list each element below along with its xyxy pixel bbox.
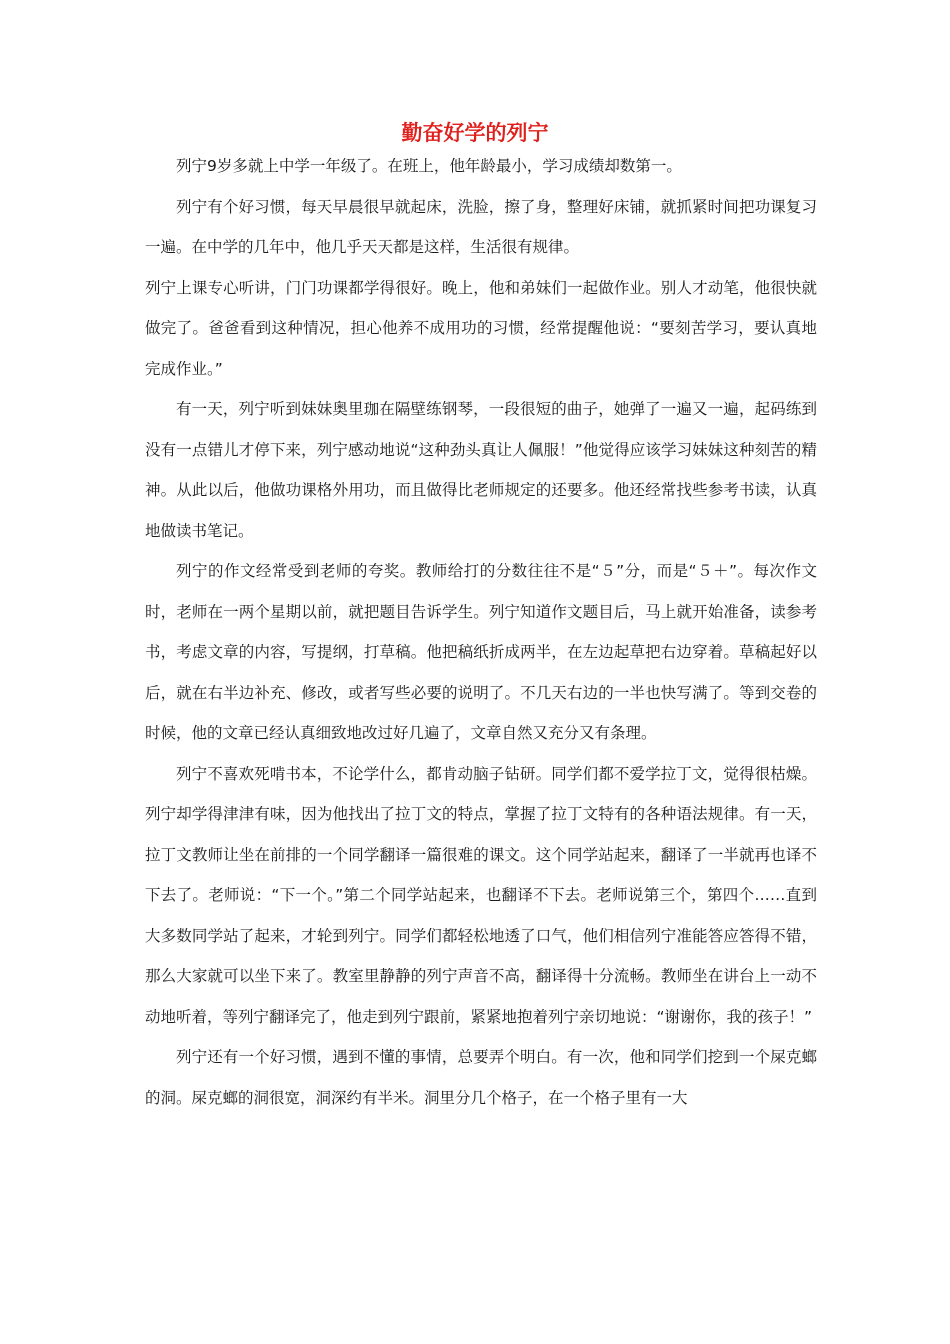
paragraph: 列宁不喜欢死啃书本，不论学什么，都肯动脑子钻研。同学们都不爱学拉丁文，觉得很枯燥。列宁却学得津津有味，因为他找出了拉丁文的特点，掌握了拉丁文特有的各种语法规律。有一天，拉丁文教师让坐在前排的一个同学翻译一篇很难的课文。这个同学站起来，翻译了一半就再也译不下去了。老师说：“下一个。”第二个同学站起来，也翻译不下去。老师说第三个，第四个……直到大多数同学站了起来，才轮到列宁。同学们都轻松地透了口气，他们相信列宁准能答应答得不错，那么大家就可以坐下来了。教室里静静的列宁声音不高，翻译得十分流畅。教师坐在讲台上一动不动地听着，等列宁翻译完了，他走到列宁跟前，紧紧地抱着列宁亲切地说：“谢谢你，我的孩子！” [145, 764, 817, 1026]
document-body [145, 153, 817, 1118]
paragraph: 列宁还有一个好习惯，遇到不懂的事情，总要弄个明白。有一次，他和同学们挖到一个屎克螂的洞。屎克螂的洞很宽，洞深约有半米。洞里分几个格子，在一个格子里有一大 [145, 1048, 817, 1107]
paragraph: 列宁的作文经常受到老师的夸奖。教师给打的分数往往不是“５”分，而是“５＋”。每次作文时，老师在一两个星期以前，就把题目告诉学生。列宁知道作文题目后，马上就开始准备，读参考书，考虑文章的内容，写提纲，打草稿。他把稿纸折成两半，在左边起草把右边穿着。草稿起好以后，就在右半边补充、修改，或者写些必要的说明了。不几天右边的一半也快写满了。等到交卷的时候，他的文章已经认真细致地改过好几遍了，文章自然又充分又有条理。 [145, 562, 817, 742]
paragraph: 列宁有个好习惯，每天早晨很早就起床，洗脸，擦了身，整理好床铺，就抓紧时间把功课复习一遍。在中学的几年中，他几乎天天都是这样，生活很有规律。 [145, 197, 817, 256]
paragraph: 列宁9岁多就上中学一年级了。在班上，他年龄最小，学习成绩却数第一。 [176, 157, 682, 175]
paragraph: 有一天，列宁听到妹妹奥里珈在隔壁练钢琴，一段很短的曲子，她弹了一遍又一遍，起码练到没有一点错儿才停下来，列宁感动地说“这种劲头真让人佩服！”他觉得应该学习妹妹这种刻苦的精神。从此以后，他做功课格外用功，而且做得比老师规定的还要多。他还经常找些参考书读，认真地做读书笔记。 [145, 400, 817, 540]
paragraph: 列宁上课专心听讲，门门功课都学得很好。晚上，他和弟妹们一起做作业。别人才动笔，他很快就做完了。爸爸看到这种情况，担心他养不成用功的习惯，经常提醒他说：“要刻苦学习，要认真地完成作业。” [145, 278, 817, 378]
document-title: 勤奋好学的列宁 [401, 121, 549, 145]
